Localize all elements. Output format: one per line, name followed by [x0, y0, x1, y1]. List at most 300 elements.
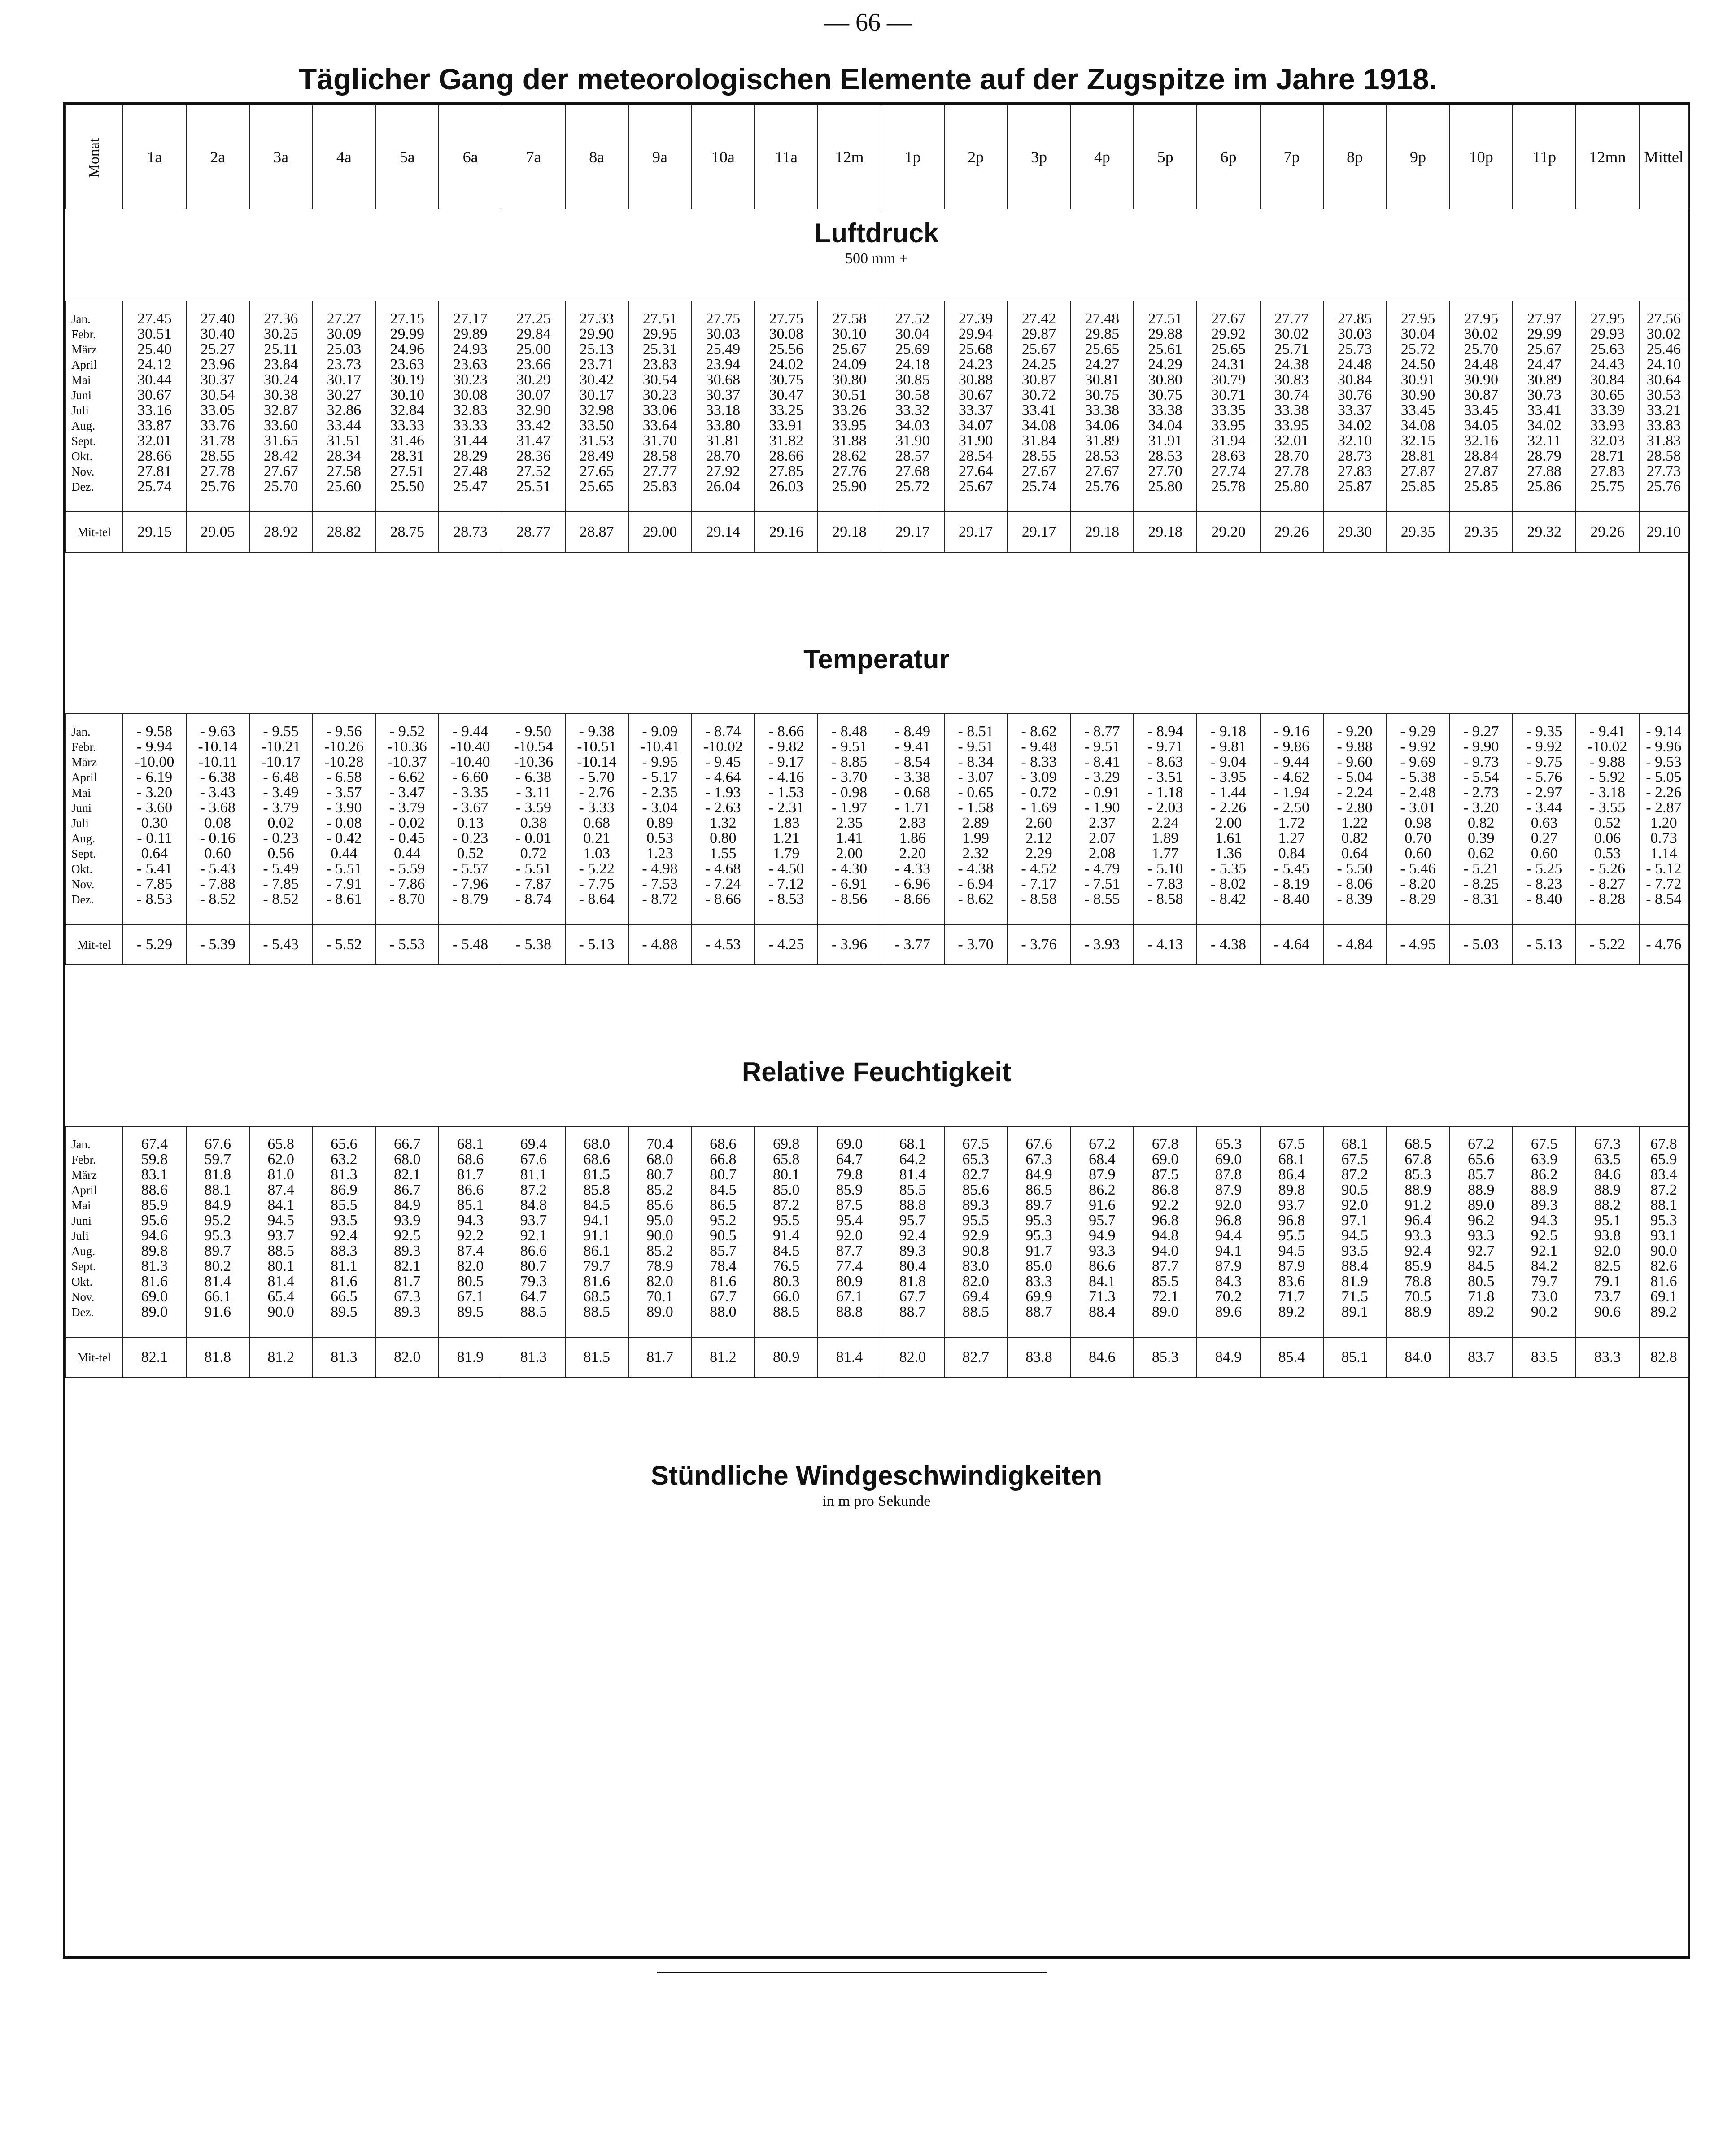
value-cell: 95.0	[646, 1212, 673, 1229]
mean-value: 81.8	[186, 1337, 249, 1378]
value-cell: 87.7	[1152, 1258, 1179, 1274]
value-cell: 30.89	[1527, 371, 1562, 388]
value-cell: 87.7	[836, 1243, 863, 1259]
value-column-cell	[502, 301, 565, 512]
value-cell: - 8.62	[958, 891, 994, 907]
value-cell: 80.3	[772, 1273, 800, 1290]
value-cell: 88.8	[836, 1304, 863, 1320]
value-cell: 33.42	[516, 417, 551, 434]
value-cell: 0.06	[1594, 830, 1621, 846]
value-cell: 0.30	[141, 815, 168, 831]
value-cell: 80.7	[520, 1258, 547, 1274]
mean-value: 84.6	[1070, 1337, 1134, 1378]
value-cell: 28.42	[263, 448, 298, 464]
value-cell: 91.4	[772, 1227, 800, 1244]
month-label: Mai	[71, 373, 91, 387]
value-cell: - 2.26	[1646, 784, 1682, 801]
value-cell: 94.0	[1152, 1243, 1179, 1259]
value-cell: 84.9	[393, 1197, 421, 1213]
value-cell: - 8.77	[1084, 723, 1120, 740]
value-cell: - 0.02	[389, 815, 425, 831]
value-cell: 0.80	[710, 830, 737, 846]
value-cell: 24.12	[137, 356, 172, 373]
value-cell: 27.87	[1464, 463, 1499, 480]
value-cell: 92.0	[1594, 1243, 1621, 1259]
mean-value: 83.8	[1008, 1337, 1071, 1378]
value-cell: 82.0	[646, 1273, 673, 1290]
value-cell: - 3.20	[136, 784, 173, 801]
value-cell: 90.0	[646, 1227, 673, 1244]
value-cell: - 9.92	[1526, 738, 1562, 755]
value-cell: 33.06	[642, 402, 677, 419]
value-cell: 88.8	[899, 1197, 926, 1213]
value-cell: -10.54	[514, 738, 554, 755]
luftdruck-heading	[65, 218, 1688, 267]
value-cell: 94.5	[1341, 1227, 1368, 1244]
value-cell: - 8.94	[1147, 723, 1183, 740]
value-cell: 32.90	[516, 402, 551, 419]
value-cell: 25.49	[706, 341, 741, 358]
value-cell: 96.8	[1215, 1212, 1242, 1229]
value-cell: 33.05	[200, 402, 235, 419]
value-cell: 33.87	[137, 417, 172, 434]
value-column-cell	[1134, 1126, 1197, 1337]
value-cell: 93.7	[267, 1227, 294, 1244]
value-cell: - 3.51	[1147, 769, 1183, 785]
value-column-cell	[818, 714, 881, 925]
value-column-cell	[123, 1126, 186, 1337]
value-cell: 30.29	[516, 371, 551, 388]
value-cell: - 8.74	[515, 891, 552, 907]
value-cell: 1.55	[710, 845, 737, 862]
value-cell: - 3.57	[326, 784, 362, 801]
value-column-cell	[1323, 301, 1387, 512]
value-cell: 33.91	[769, 417, 803, 434]
value-cell: 85.5	[1152, 1273, 1179, 1290]
value-cell: 95.3	[1025, 1227, 1052, 1244]
value-cell: 67.1	[836, 1288, 863, 1305]
month-label: Febr.	[71, 740, 96, 754]
value-cell: 34.08	[1400, 417, 1435, 434]
value-cell: 25.31	[642, 341, 677, 358]
value-cell: - 9.41	[1589, 723, 1626, 740]
value-cell: 84.9	[204, 1197, 231, 1213]
value-cell: 84.2	[1531, 1258, 1558, 1274]
value-cell: 69.0	[836, 1136, 863, 1152]
value-cell: 27.67	[1211, 310, 1246, 327]
value-cell: 30.64	[1646, 371, 1681, 388]
value-cell: 86.6	[457, 1182, 484, 1198]
value-cell: - 3.07	[958, 769, 994, 785]
value-cell: 27.51	[1148, 310, 1182, 327]
luftdruck-title: Luftdruck	[814, 218, 939, 248]
value-cell: - 8.53	[768, 891, 804, 907]
value-cell: 32.98	[579, 402, 614, 419]
value-cell: - 4.30	[831, 860, 868, 877]
value-cell: 66.7	[393, 1136, 421, 1152]
value-cell: 23.63	[453, 356, 488, 373]
value-cell: 2.89	[962, 815, 989, 831]
value-cell: - 7.87	[515, 876, 552, 892]
value-cell: 81.6	[141, 1273, 168, 1290]
value-cell: 78.9	[646, 1258, 673, 1274]
value-cell: 32.01	[137, 432, 172, 449]
value-cell: 33.18	[706, 402, 741, 419]
value-cell: 29.93	[1590, 326, 1625, 342]
value-cell: 93.3	[1089, 1243, 1116, 1259]
value-cell: 86.1	[583, 1243, 610, 1259]
value-cell: 0.64	[141, 845, 168, 862]
value-cell: 84.5	[772, 1243, 800, 1259]
value-cell: 24.27	[1085, 356, 1120, 373]
value-cell: 33.38	[1148, 402, 1182, 419]
mean-value: - 3.70	[944, 925, 1008, 965]
value-cell: 28.63	[1211, 448, 1246, 464]
hours-header-table	[65, 105, 1689, 209]
value-cell: - 8.34	[958, 754, 994, 770]
value-column-cell	[1134, 714, 1197, 925]
value-column-cell	[186, 1126, 249, 1337]
value-cell: 30.17	[579, 387, 614, 403]
value-cell: 23.96	[200, 356, 235, 373]
value-cell: 90.0	[1650, 1243, 1677, 1259]
table-row	[65, 714, 1688, 925]
value-cell: 0.02	[267, 815, 294, 831]
value-cell: - 9.88	[1589, 754, 1626, 770]
value-cell: -10.02	[1588, 738, 1627, 755]
value-cell: - 4.16	[768, 769, 804, 785]
value-cell: 85.3	[1405, 1166, 1431, 1183]
value-cell: - 9.50	[515, 723, 552, 740]
value-cell: 63.5	[1594, 1151, 1621, 1168]
value-cell: 27.67	[1021, 463, 1056, 480]
value-cell: 30.38	[263, 387, 298, 403]
value-cell: 30.04	[1400, 326, 1435, 342]
mean-value: 29.16	[755, 512, 818, 552]
mean-value: - 5.13	[565, 925, 628, 965]
value-cell: 31.78	[200, 432, 235, 449]
value-cell: 33.95	[832, 417, 867, 434]
value-cell: 64.7	[520, 1288, 547, 1305]
value-cell: 92.0	[1215, 1197, 1242, 1213]
value-cell: 88.7	[899, 1304, 926, 1320]
value-cell: 28.34	[327, 448, 362, 464]
value-cell: 85.9	[141, 1197, 168, 1213]
value-column-cell	[312, 301, 375, 512]
value-cell: 28.62	[832, 448, 867, 464]
value-column-cell	[691, 1126, 755, 1337]
mean-value: - 3.77	[881, 925, 944, 965]
hour-header: 2a	[186, 105, 249, 209]
value-cell: 93.9	[393, 1212, 421, 1229]
value-cell: 92.0	[836, 1227, 863, 1244]
value-cell: 1.41	[836, 830, 863, 846]
value-column-cell	[375, 1126, 439, 1337]
value-cell: 67.7	[710, 1288, 737, 1305]
value-cell: - 8.52	[200, 891, 236, 907]
value-cell: 81.9	[1341, 1273, 1368, 1290]
value-cell: 30.47	[769, 387, 803, 403]
value-cell: - 3.60	[136, 799, 173, 816]
value-cell: - 5.70	[579, 769, 615, 785]
value-cell: 89.7	[204, 1243, 231, 1259]
value-cell: 33.64	[642, 417, 677, 434]
value-cell: - 3.79	[263, 799, 299, 816]
value-cell: 27.15	[390, 310, 424, 327]
value-cell: 70.5	[1405, 1288, 1431, 1305]
value-cell: 85.7	[1468, 1166, 1495, 1183]
value-cell: 88.5	[520, 1304, 547, 1320]
value-cell: 87.2	[520, 1182, 547, 1198]
value-cell: - 5.50	[1337, 860, 1373, 877]
value-cell: 30.90	[1400, 387, 1435, 403]
value-cell: - 9.44	[1274, 754, 1309, 770]
value-cell: 67.3	[1594, 1136, 1621, 1152]
value-cell: 1.36	[1215, 845, 1242, 862]
value-cell: 27.58	[832, 310, 867, 327]
value-cell: 27.51	[390, 463, 424, 480]
value-cell: 30.24	[263, 371, 298, 388]
value-cell: 92.4	[1405, 1243, 1431, 1259]
mean-value: 84.9	[1197, 1337, 1260, 1378]
value-cell: 89.0	[1152, 1304, 1179, 1320]
value-cell: 34.07	[958, 417, 993, 434]
mean-value: 28.77	[502, 512, 565, 552]
value-cell: 33.83	[1646, 417, 1681, 434]
value-cell: 25.68	[958, 341, 993, 358]
value-column-cell	[502, 714, 565, 925]
value-cell: 27.39	[958, 310, 993, 327]
value-cell: 24.31	[1211, 356, 1246, 373]
month-label: Jan.	[71, 725, 91, 738]
value-cell: - 8.19	[1274, 876, 1309, 892]
value-cell: 27.27	[327, 310, 362, 327]
value-cell: - 9.56	[326, 723, 362, 740]
value-cell: 27.52	[895, 310, 930, 327]
value-cell: 93.3	[1468, 1227, 1495, 1244]
value-cell: 30.03	[1337, 326, 1372, 342]
month-label: Okt.	[71, 449, 93, 463]
value-cell: 30.25	[263, 326, 298, 342]
value-cell: - 5.22	[579, 860, 615, 877]
value-cell: 2.60	[1025, 815, 1052, 831]
value-cell: 92.5	[393, 1227, 421, 1244]
value-cell: 84.5	[710, 1182, 737, 1198]
value-cell: 27.17	[453, 310, 488, 327]
month-label: Dez.	[71, 893, 94, 906]
mean-value: 29.17	[944, 512, 1008, 552]
value-cell: 87.9	[1215, 1182, 1242, 1198]
hour-header: 4p	[1070, 105, 1134, 209]
mean-value: 82.0	[375, 1337, 439, 1378]
mean-value: - 4.13	[1134, 925, 1197, 965]
value-column-cell	[1260, 714, 1323, 925]
value-cell: 30.53	[1646, 387, 1681, 403]
value-cell: 68.6	[583, 1151, 610, 1168]
value-cell: 95.7	[1089, 1212, 1116, 1229]
value-cell: 33.41	[1527, 402, 1562, 419]
value-column-cell	[628, 714, 692, 925]
value-cell: 27.45	[137, 310, 172, 327]
value-cell: 67.7	[899, 1288, 926, 1305]
value-cell: - 4.62	[1274, 769, 1309, 785]
value-cell: 68.0	[583, 1136, 610, 1152]
value-cell: 31.46	[390, 432, 424, 449]
value-cell: 30.80	[1148, 371, 1182, 388]
value-cell: 88.5	[772, 1304, 800, 1320]
value-column-cell	[691, 714, 755, 925]
value-cell: 33.16	[137, 402, 172, 419]
value-cell: - 5.17	[642, 769, 678, 785]
month-label: Dez.	[71, 480, 94, 493]
hour-header: 5p	[1134, 105, 1197, 209]
mean-value: 29.17	[1008, 512, 1071, 552]
value-cell: 25.69	[895, 341, 930, 358]
value-cell: 30.02	[1274, 326, 1309, 342]
month-label: Juni	[71, 388, 92, 402]
value-cell: 84.1	[1089, 1273, 1116, 1290]
value-cell: - 8.58	[1021, 891, 1057, 907]
value-cell: 23.71	[579, 356, 614, 373]
value-cell: 81.4	[204, 1273, 231, 1290]
month-label: Sept.	[71, 1260, 96, 1273]
value-cell: 33.39	[1590, 402, 1625, 419]
value-cell: 30.02	[1464, 326, 1499, 342]
value-cell: 69.4	[962, 1288, 989, 1305]
value-cell: 31.84	[1021, 432, 1056, 449]
mean-row-label: Mit-tel	[65, 925, 123, 965]
value-cell: 80.4	[899, 1258, 926, 1274]
value-cell: 31.47	[516, 432, 551, 449]
value-cell: - 9.60	[1337, 754, 1373, 770]
value-cell: 30.87	[1021, 371, 1056, 388]
value-cell: 82.1	[393, 1166, 421, 1183]
value-cell: 88.7	[1025, 1304, 1052, 1320]
value-cell: - 8.53	[136, 891, 173, 907]
value-cell: 31.88	[832, 432, 867, 449]
value-cell: 83.0	[962, 1258, 989, 1274]
value-cell: - 6.60	[452, 769, 489, 785]
value-cell: 91.7	[1025, 1243, 1052, 1259]
value-cell: 0.13	[457, 815, 484, 831]
mean-value: 29.00	[628, 512, 692, 552]
hour-header: 8p	[1323, 105, 1387, 209]
month-label: Jan.	[71, 1138, 91, 1151]
value-cell: 92.4	[899, 1227, 926, 1244]
value-column-cell	[755, 714, 818, 925]
value-cell: 32.03	[1590, 432, 1625, 449]
value-cell: 27.92	[706, 463, 741, 480]
value-cell: - 8.62	[1021, 723, 1057, 740]
value-column-cell	[755, 1126, 818, 1337]
value-cell: 83.1	[141, 1166, 168, 1183]
value-cell: - 3.18	[1589, 784, 1626, 801]
value-cell: 96.2	[1468, 1212, 1495, 1229]
value-cell: 31.53	[579, 432, 614, 449]
value-cell: 27.48	[1085, 310, 1120, 327]
value-cell: 29.88	[1148, 326, 1182, 342]
value-cell: 67.1	[457, 1288, 484, 1305]
mean-value: 82.1	[123, 1337, 186, 1378]
value-cell: - 8.40	[1274, 891, 1309, 907]
value-cell: 78.4	[710, 1258, 737, 1274]
hour-header: 5a	[375, 105, 439, 209]
value-cell: 83.3	[1025, 1273, 1052, 1290]
value-cell: 25.73	[1337, 341, 1372, 358]
month-label: April	[71, 358, 97, 371]
value-cell: 30.23	[642, 387, 677, 403]
value-cell: 87.9	[1089, 1166, 1116, 1183]
value-cell: 30.17	[327, 371, 362, 388]
value-cell: 88.6	[141, 1182, 168, 1198]
value-cell: 94.5	[267, 1212, 294, 1229]
value-cell: 31.44	[453, 432, 488, 449]
value-cell: - 6.96	[894, 876, 931, 892]
value-cell: 25.78	[1211, 478, 1246, 495]
value-cell: 31.82	[769, 432, 803, 449]
value-cell: 79.7	[1531, 1273, 1558, 1290]
value-cell: - 5.59	[389, 860, 425, 877]
value-cell: 27.56	[1646, 310, 1681, 327]
mean-value: 29.32	[1513, 512, 1576, 552]
mean-value: 82.7	[944, 1337, 1008, 1378]
value-cell: - 9.81	[1210, 738, 1247, 755]
value-cell: 81.6	[1650, 1273, 1677, 1290]
value-cell: - 9.20	[1337, 723, 1373, 740]
value-cell: - 8.20	[1400, 876, 1436, 892]
value-cell: 0.84	[1278, 845, 1305, 862]
value-cell: 27.83	[1337, 463, 1372, 480]
mean-value: 85.1	[1323, 1337, 1387, 1378]
value-cell: 30.80	[832, 371, 867, 388]
value-cell: 81.0	[267, 1166, 294, 1183]
value-cell: 27.74	[1211, 463, 1246, 480]
value-cell: 93.7	[520, 1212, 547, 1229]
value-cell: 93.1	[1650, 1227, 1677, 1244]
value-column-cell	[186, 301, 249, 512]
value-cell: 71.7	[1278, 1288, 1305, 1305]
value-cell: - 8.41	[1084, 754, 1120, 770]
value-cell: - 1.71	[894, 799, 931, 816]
value-cell: 27.85	[1337, 310, 1372, 327]
value-cell: 81.4	[899, 1166, 926, 1183]
value-cell: 30.40	[200, 326, 235, 342]
hour-header: 11a	[755, 105, 818, 209]
month-label: Nov.	[71, 1290, 95, 1304]
value-cell: 79.8	[836, 1166, 863, 1183]
value-cell: - 8.66	[768, 723, 804, 740]
value-cell: 30.75	[769, 371, 803, 388]
value-column-cell	[439, 714, 502, 925]
value-cell: 25.85	[1464, 478, 1499, 495]
mean-value: 29.35	[1387, 512, 1450, 552]
value-cell: 27.70	[1148, 463, 1182, 480]
value-column-cell	[1323, 1126, 1387, 1337]
value-cell: 27.83	[1590, 463, 1625, 480]
value-cell: - 0.16	[200, 830, 236, 846]
mean-value: 82.8	[1639, 1337, 1688, 1378]
value-cell: 33.37	[1337, 402, 1372, 419]
value-column-cell	[628, 301, 692, 512]
value-cell: - 9.04	[1210, 754, 1247, 770]
value-cell: 69.0	[141, 1288, 168, 1305]
value-column-cell	[565, 1126, 628, 1337]
month-label: Nov.	[71, 877, 95, 891]
value-cell: 1.83	[772, 815, 800, 831]
value-cell: 33.44	[327, 417, 362, 434]
value-cell: 0.60	[1531, 845, 1558, 862]
value-cell: 1.03	[583, 845, 610, 862]
